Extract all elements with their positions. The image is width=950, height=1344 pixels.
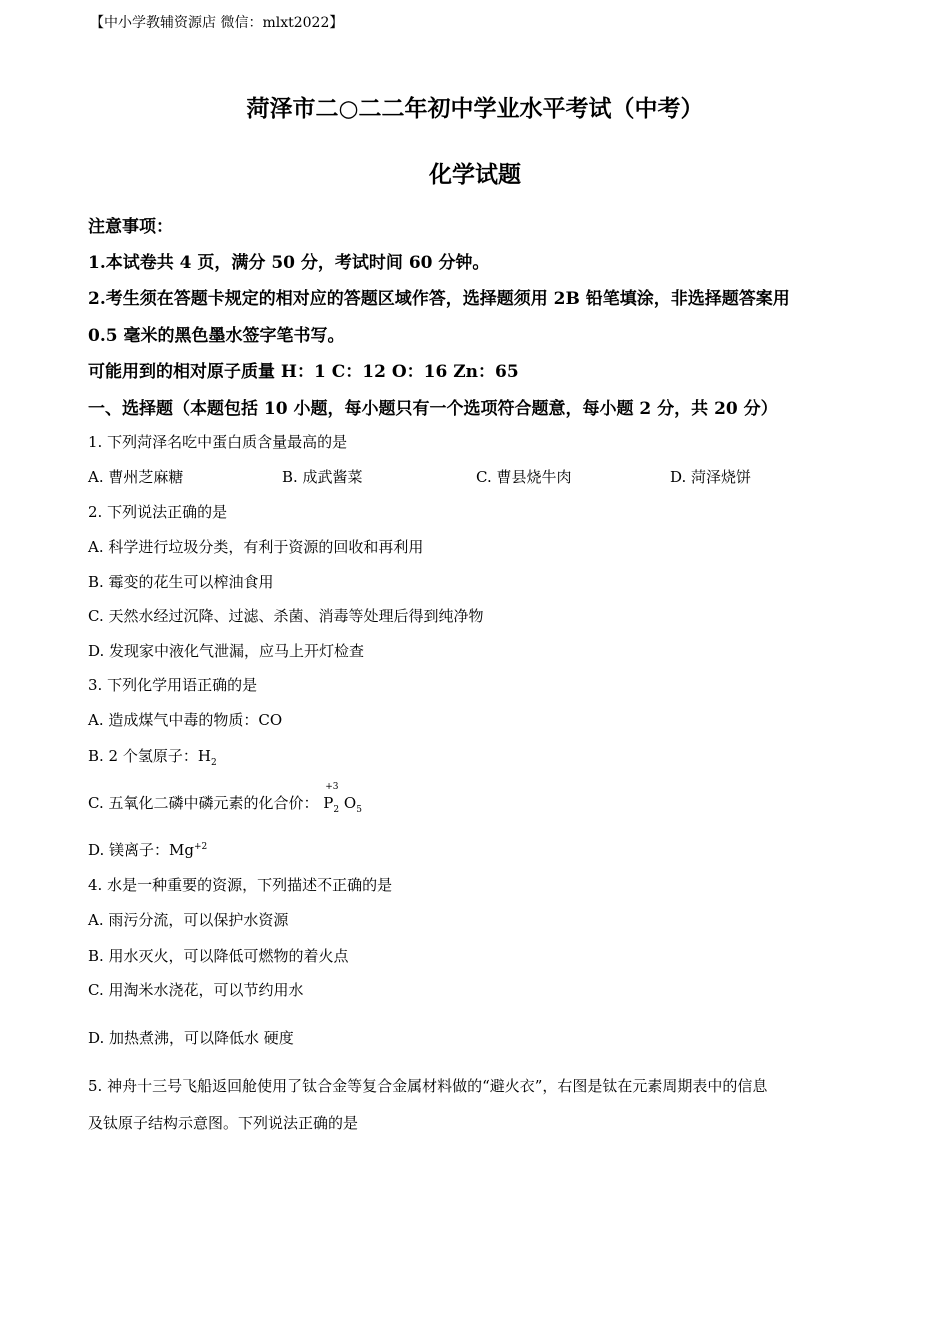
notice-heading: 注意事项： (88, 217, 173, 237)
notice-item-2-line-1: 2.考生须在答题卡规定的相对应的答题区域作答，选择题须用 2B 铅笔填涂，非选择题答案用 (88, 289, 790, 309)
exam-subtitle: 化学试题 (429, 161, 521, 188)
question-2-option-b: B. 霉变的花生可以榨油食用 (88, 573, 274, 591)
question-4-option-d: D. 加热煮沸，可以降低水 硬度 (88, 1029, 294, 1047)
question-4-option-c: C. 用淘米水浇花，可以节约用水 (88, 981, 304, 999)
notice-item-1: 1.本试卷共 4 页，满分 50 分，考试时间 60 分钟。 (88, 253, 490, 273)
atomic-mass-line: 可能用到的相对原子质量 H：1 C：12 O：16 Zn：65 (88, 362, 519, 382)
exam-title: 菏泽市二○二二年初中学业水平考试（中考） (246, 95, 704, 122)
question-3-option-c-text: C. 五氧化二磷中磷元素的化合价： (88, 794, 319, 812)
oxygen-symbol: O (343, 794, 357, 812)
notice-item-2-line-2: 0.5 毫米的黑色墨水签字笔书写。 (88, 326, 345, 346)
question-1-option-b: B. 成武酱菜 (282, 468, 363, 486)
question-1-option-a: A. 曹州芝麻糖 (88, 468, 184, 486)
question-2-option-a: A. 科学进行垃圾分类，有利于资源的回收和再利用 (88, 538, 424, 556)
question-1-option-c: C. 曹县烧牛肉 (476, 468, 572, 486)
question-5-stem-line-1: 5. 神舟十三号飞船返回舱使用了钛合金等复合金属材料做的“避火衣”，右图是钛在元素周期表中的信息 (88, 1077, 768, 1095)
question-2-option-c: C. 天然水经过沉降、过滤、杀菌、消毒等处理后得到纯净物 (88, 607, 484, 625)
phosphorus-subscript: 2 (333, 805, 340, 815)
question-3-option-a: A. 造成煤气中毒的物质：CO (88, 711, 283, 729)
phosphorus-symbol: P (323, 794, 334, 812)
question-4-stem: 4. 水是一种重要的资源，下列描述不正确的是 (88, 876, 393, 894)
question-2-option-d: D. 发现家中液化气泄漏，应马上开灯检查 (88, 642, 365, 660)
oxygen-subscript: 5 (356, 805, 362, 815)
question-3-option-d-text: D. 镁离子：Mg (88, 841, 194, 859)
question-4-option-a: A. 雨污分流，可以保护水资源 (88, 911, 289, 929)
question-3-option-b-text: B. 2 个氢原子：H (88, 747, 211, 765)
question-2-stem: 2. 下列说法正确的是 (88, 503, 228, 521)
question-4-option-b: B. 用水灭火，可以降低可燃物的着火点 (88, 947, 349, 965)
question-1-stem: 1. 下列菏泽名吃中蛋白质含量最高的是 (88, 433, 348, 451)
section-heading: 一、选择题（本题包括 10 小题，每小题只有一个选项符合题意，每小题 2 分，共 20 分） (88, 399, 778, 419)
question-3-option-d-superscript: +2 (194, 842, 208, 852)
question-3-option-b (88, 745, 217, 768)
question-1-option-d: D. 菏泽烧饼 (670, 468, 752, 486)
p2o5-formula (323, 782, 362, 815)
question-3-option-b-subscript: 2 (210, 758, 217, 768)
header-note: 【中小学教辅资源店 微信：mlxt2022】 (90, 15, 344, 31)
question-3-option-d (88, 839, 207, 860)
valence-label: +3 (325, 782, 339, 792)
question-3-option-c (88, 782, 362, 815)
question-3-stem: 3. 下列化学用语正确的是 (88, 676, 258, 694)
question-5-stem-line-2: 及钛原子结构示意图。下列说法正确的是 (88, 1114, 359, 1132)
